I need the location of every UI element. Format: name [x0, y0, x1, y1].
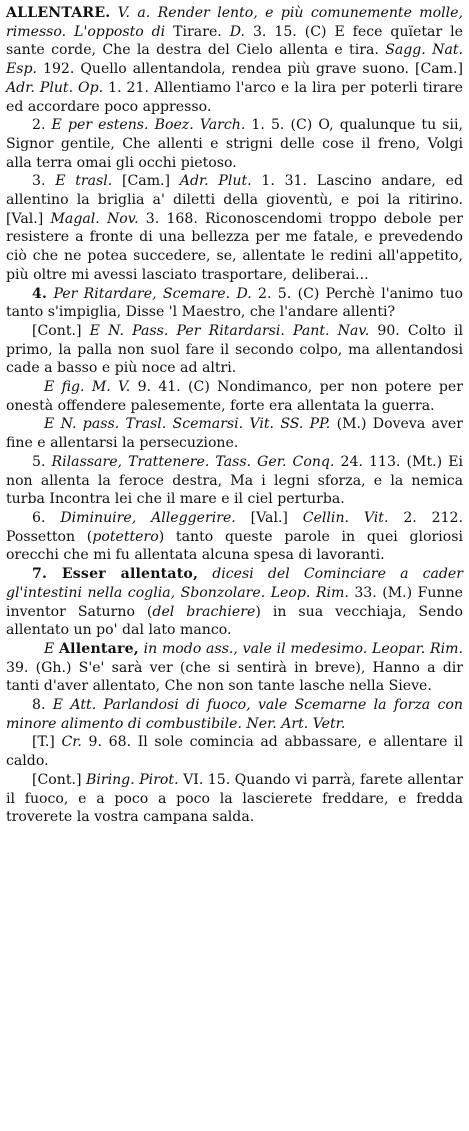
bold-term: Allentare,	[59, 640, 139, 657]
entry-paragraph	[6, 4, 463, 116]
italic-text: dicesi del Cominciare a cader gl'intestini nella coglia, Sbonzolare. Leop. Rim.	[6, 566, 463, 601]
text-run: VI. 15. Quando vi parrà, farete allentar il fuoco, e a poco a poco la lascierete freddare, e fredda troverete la vostra campana salda.	[6, 771, 463, 826]
italic-text: del brachiere	[152, 603, 256, 620]
italic-text: E N. Pass. Per Ritardarsi. Pant. Nav.	[89, 322, 370, 339]
italic-text: E	[44, 640, 60, 657]
italic-text: E Att. Parlandosi di fuoco, vale Scemarne la forza con minore alimento di combustibile. Ner. Art. Vetr.	[6, 697, 463, 732]
entry-paragraph	[6, 565, 463, 640]
text-run: [Cont.]	[32, 771, 86, 788]
text-run: 39. (Gh.) S'e' sarà ver (che si sentirà in breve), Hanno a dir tanti d'aver allentato, Che non son tante lasche nella Sieve.	[6, 659, 463, 695]
entry-paragraph	[6, 771, 463, 827]
text-run: ) in sua vecchiaja, Sendo allentato un po' dal lato manco.	[6, 603, 463, 639]
italic-text: Diminuire, Alleggerire.	[45, 509, 236, 526]
bold-term: ALLENTARE.	[6, 5, 111, 21]
entry-paragraph	[6, 733, 463, 770]
italic-text: E per estens. Boez. Varch.	[45, 117, 246, 134]
entry-paragraph	[6, 285, 463, 322]
entry-paragraph	[6, 378, 463, 415]
text-run: 9. 68. Il sole comincia ad abbassare, e allentare il caldo.	[6, 734, 463, 770]
dictionary-entry	[6, 4, 463, 827]
text-run: 3. 168. Riconoscendomi troppo debole per resistere a fronte di una bellezza per me fatale, e prevedendo ciò che ne potea succedere, se, allentate le redini all'appetito, più oltre mi avessi lasciato trasportare, deliberai...	[6, 210, 463, 283]
bold-term: 4.	[32, 285, 48, 302]
italic-text: V. a. Render lento, e più comunemente molle, rimesso. L'opposto di	[6, 5, 463, 40]
text-run: 8.	[32, 697, 46, 714]
text-run: 24. 113. (Mt.) Ei non allenta la feroce destra, Ma i legni sforza, e la nemica turba Incontra lei che il mare e il ciel perturba.	[6, 453, 463, 508]
text-run: 3.	[32, 173, 46, 190]
text-run: 2. 212. Possetton (	[6, 509, 463, 545]
text-run: 2.	[32, 117, 46, 134]
entry-paragraph	[6, 453, 463, 509]
text-run: 9. 41. (C) Nondimanco, per non potere per onestà offendere palesemente, forte era allentata la guerra.	[6, 379, 463, 414]
entry-paragraph	[6, 696, 463, 733]
italic-text: Cr.	[61, 734, 82, 751]
entry-paragraph	[6, 509, 463, 565]
text-run: [Cont.]	[32, 322, 90, 339]
text-run: 90. Colto il primo, la palla non suol fare il secondo colpo, ma allentandosi cade a basso e più noce ad altri.	[6, 322, 464, 377]
text-run: 5.	[32, 453, 46, 470]
text-run: 1. 21. Allentiamo l'arco e la lira per poterli tirare ed accordare poco appresso.	[6, 79, 463, 115]
text-run: 3. 15. (C) E fece quïetar le sante corde, Che la destra del Cielo allenta e tira.	[6, 23, 463, 59]
italic-text: in modo ass., vale il medesimo. Leopar. Rim.	[138, 640, 463, 657]
italic-text: Magal. Nov.	[50, 210, 139, 227]
italic-text: E N. pass. Trasl. Scemarsi. Vit. SS. PP.	[44, 416, 331, 433]
italic-text: potettero	[92, 528, 159, 545]
entry-paragraph	[6, 322, 463, 378]
text-run: Tirare.	[165, 23, 230, 40]
italic-text: E fig. M. V.	[44, 379, 131, 396]
entry-paragraph	[6, 640, 463, 696]
text-run: [T.]	[32, 734, 62, 751]
italic-text: Rilassare, Trattenere. Tass. Ger. Conq.	[45, 453, 335, 470]
entry-paragraph	[6, 172, 463, 284]
text-run: [Cam.]	[112, 173, 180, 190]
text-run: 6.	[32, 509, 46, 526]
text-run: 192. Quello allentandola, rendea più grave suono. [Cam.]	[37, 61, 463, 78]
text-run: (M.) Doveva aver fine e allentarsi la persecuzione.	[6, 416, 463, 452]
italic-text: D.	[229, 23, 245, 40]
text-run: 1. 5. (C) O, qualunque tu sii, Signor gentile, Che allenti e strigni delle cose il freno, Volgi alla terra omai gli occhi pietoso.	[6, 117, 463, 171]
italic-text: Sagg. Nat. Esp.	[6, 42, 463, 78]
text-run: 1. 31. Lascino andare, ed allentino la briglia a' diletti della gioventù, e poi la ritirino. [Val.]	[6, 173, 463, 227]
entry-paragraph	[6, 415, 463, 452]
text-run: ) tanto queste parole in quei gloriosi orecchi che mi fu allentata alcuna spesa di lavoranti.	[6, 528, 463, 564]
italic-text: Adr. Plut. Op.	[6, 79, 104, 96]
italic-text: E trasl.	[45, 173, 113, 190]
bold-term: 7. Esser allentato,	[32, 566, 199, 583]
italic-text: Biring. Pirot.	[86, 771, 179, 788]
text-run: 2. 5. (C) Perchè l'animo tuo tanto s'impiglia, Disse 'l Maestro, che l'andare allenti?	[6, 285, 463, 321]
entry-paragraph	[6, 116, 463, 172]
italic-text: Cellin. Vit.	[302, 509, 389, 526]
text-run: [Val.]	[235, 509, 303, 526]
italic-text: Per Ritardare, Scemare. D.	[47, 285, 252, 302]
text-run: 33. (M.) Funne inventor Saturno (	[6, 584, 463, 620]
italic-text: Adr. Plut.	[179, 173, 252, 190]
